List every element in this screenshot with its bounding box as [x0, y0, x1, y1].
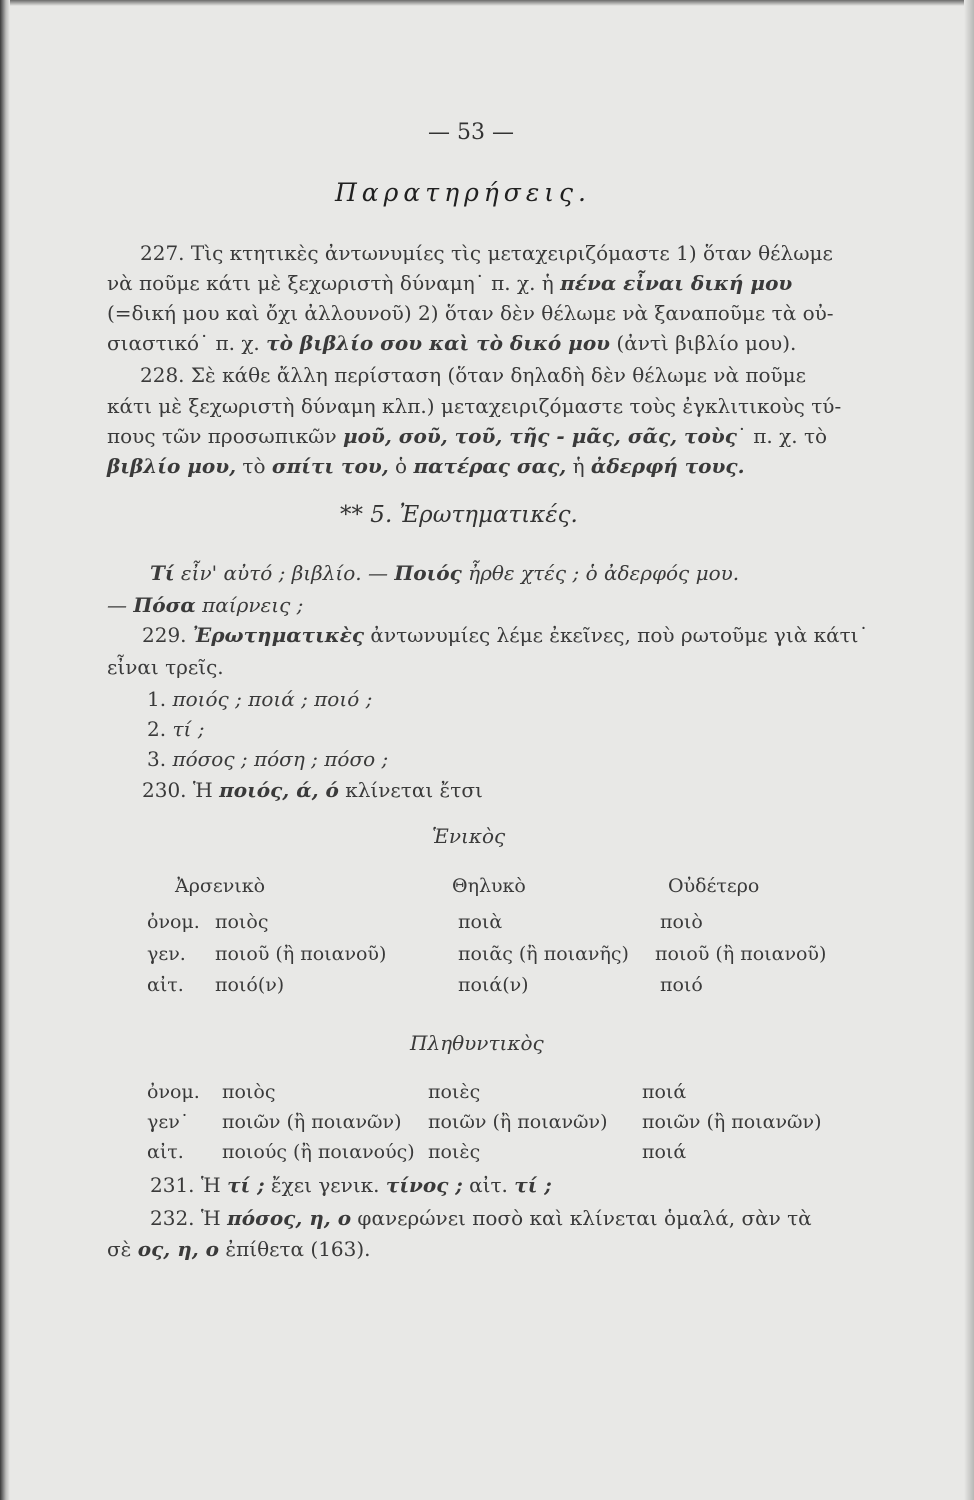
- p231-ti: τί ;: [227, 1173, 265, 1197]
- paragraph-231: [150, 1172, 552, 1198]
- form-masculine: ποιοῦ (ἢ ποιανοῦ): [215, 943, 387, 965]
- p227-l4-italic: τὸ βιβλίο σου καὶ τὸ δικό μου: [266, 331, 611, 355]
- p232-line-1: [150, 1205, 812, 1231]
- p232-forms: πόσος, η, ο: [227, 1206, 352, 1230]
- p227-line-1: 227. Τὶς κτητικὲς ἀντωνυμίες τὶς μεταχειριζόμαστε 1) ὅταν θέλωμε: [140, 241, 833, 265]
- p232-l2-forms: ος, η, ο: [137, 1237, 219, 1261]
- p227-l2-italic: πένα εἶναι δική μου: [560, 271, 793, 295]
- p227-l2-text: νὰ ποῦμε κάτι μὲ ξεχωριστὴ δύναμη˙ π. χ. ἡ: [107, 271, 561, 295]
- p229-term: Ἐρωτηματικὲς: [192, 623, 365, 647]
- ex-posa: Πόσα: [133, 593, 196, 617]
- p228-l4-g: ἀδερφή τους.: [590, 454, 745, 478]
- list-item: [147, 686, 372, 712]
- list-text: ποιός ; ποιά ; ποιό ;: [172, 687, 373, 711]
- p231-tinos: τίνος ;: [385, 1173, 463, 1197]
- form-masculine: ποιὸς: [215, 911, 269, 933]
- plural-title: Πληθυντικὸς: [410, 1031, 544, 1055]
- form-feminine: ποιᾶς (ἢ ποιανῆς): [458, 943, 629, 965]
- case-label: γεν.: [147, 943, 186, 965]
- section-heading-interrogatives: ** 5. Ἐρωτηματικές.: [340, 502, 578, 528]
- p228-line-1: 228. Σὲ κάθε ἄλλη περίσταση (ὅταν δηλαδὴ δὲν θέλωμε νὰ ποῦμε: [140, 363, 807, 387]
- p228-l4-e: πατέρας σας,: [413, 454, 567, 478]
- page-edge-right: [964, 0, 974, 1500]
- form-masculine: ποιό(ν): [215, 974, 285, 996]
- header-feminine: Θηλυκὸ: [452, 875, 526, 897]
- p231-ti-acc: τί ;: [514, 1173, 552, 1197]
- p229-line-1: [142, 622, 869, 648]
- case-label: ὀνομ.: [147, 911, 200, 933]
- p232-text: φανερώνει ποσὸ καὶ κλίνεται ὁμαλά, σὰν τὰ: [351, 1206, 812, 1230]
- list-num: 2.: [147, 717, 167, 741]
- p228-l4-d: ὁ: [388, 454, 414, 478]
- p228-l3-text: πους τῶν προσωπικῶν: [107, 424, 344, 448]
- form-neuter: ποιὸ: [660, 911, 703, 933]
- p228-l3-end: ˙ π. χ. τὸ: [736, 424, 828, 448]
- form-neuter: ποιῶν (ἢ ποιανῶν): [642, 1111, 822, 1133]
- form-feminine: ποιὲς: [428, 1081, 481, 1103]
- p232-l2-a: σὲ: [107, 1237, 138, 1261]
- form-masculine: ποιὸς: [222, 1081, 276, 1103]
- ex-ti: Τί: [150, 561, 175, 585]
- p228-l4-a: βιβλίο μου,: [107, 454, 237, 478]
- paragraph-230: [142, 777, 483, 803]
- form-neuter: ποιά: [642, 1141, 687, 1163]
- heading-observations: Παρατηρήσεις.: [335, 178, 591, 207]
- p232-num: 232. Ἡ: [150, 1206, 228, 1230]
- p230-text: κλίνεται ἔτσι: [338, 778, 483, 802]
- p228-l3-italic: μοῦ, σοῦ, τοῦ, τῆς - μᾶς, σᾶς, τοὺς: [343, 424, 737, 448]
- p230-forms: ποιός, ά, ό: [219, 778, 339, 802]
- page-edge-top: [0, 0, 974, 6]
- p227-l4-end: (ἀντὶ βιβλίο μου).: [610, 331, 797, 355]
- p227-line-3: (=δική μου καὶ ὄχι ἀλλουνοῦ) 2) ὅταν δὲν θέλωμε νὰ ξαναποῦμε τὰ οὐ-: [107, 301, 834, 325]
- form-feminine: ποιὰ: [458, 911, 503, 933]
- case-label: γεν˙: [147, 1111, 190, 1133]
- list-num: 3.: [147, 747, 167, 771]
- p230-num: 230. Ἡ: [142, 778, 220, 802]
- page-number: — 53 —: [428, 120, 514, 145]
- form-feminine: ποιά(ν): [458, 974, 529, 996]
- case-label: ὀνομ.: [147, 1081, 200, 1103]
- p229-text: ἀντωνυμίες λέμε ἐκεῖνες, ποὺ ρωτοῦμε γιὰ κάτι˙: [364, 623, 869, 647]
- p228-line-3: [107, 423, 827, 449]
- singular-title: Ἑνικὸς: [432, 824, 506, 848]
- form-masculine: ποιῶν (ἢ ποιανῶν): [222, 1111, 402, 1133]
- p232-line-2: [107, 1236, 371, 1262]
- ex-text-2: ἦρθε χτές ; ὁ ἀδερφός μου.: [461, 561, 740, 585]
- p227-line-4: [107, 330, 796, 356]
- list-text: πόσος ; πόση ; πόσο ;: [172, 747, 389, 771]
- form-feminine: ποιὲς: [428, 1141, 481, 1163]
- list-item: [147, 746, 388, 772]
- form-feminine: ποιῶν (ἢ ποιανῶν): [428, 1111, 608, 1133]
- p231-text-1: ἔχει γενικ.: [264, 1173, 386, 1197]
- header-masculine: Ἀρσενικὸ: [175, 875, 266, 897]
- case-label: αἰτ.: [147, 1141, 184, 1163]
- form-masculine: ποιούς (ἢ ποιανούς): [222, 1141, 415, 1163]
- examples-line-2: [107, 592, 303, 618]
- header-neuter: Οὐδέτερο: [668, 875, 760, 897]
- examples-line-1: [150, 560, 739, 586]
- form-neuter: ποιό: [660, 974, 703, 996]
- p227-l4-text: σιαστικό˙ π. χ.: [107, 331, 267, 355]
- form-neuter: ποιά: [642, 1081, 687, 1103]
- p228-l4-f: ἡ: [566, 454, 591, 478]
- p232-l2-text: ἐπίθετα (163).: [219, 1237, 371, 1261]
- p228-line-2: κάτι μὲ ξεχωριστὴ δύναμη κλπ.) μεταχειριζόμαστε τοὺς ἐγκλιτικοὺς τύ-: [107, 394, 842, 418]
- form-neuter: ποιοῦ (ἢ ποιανοῦ): [655, 943, 827, 965]
- ex-text-3: παίρνεις ;: [195, 593, 304, 617]
- list-num: 1.: [147, 687, 167, 711]
- ex-poios: Ποιός: [394, 561, 462, 585]
- p228-l4-b: τὸ: [236, 454, 272, 478]
- page-edge-left: [0, 0, 10, 1500]
- list-text: τί ;: [172, 717, 205, 741]
- list-item: [147, 716, 204, 742]
- p228-line-4: [107, 453, 745, 479]
- ex-text-1: εἶν' αὐτό ; βιβλίο. —: [174, 561, 395, 585]
- p231-num: 231. Ἡ: [150, 1173, 228, 1197]
- p231-text-2: αἰτ.: [462, 1173, 515, 1197]
- case-label: αἰτ.: [147, 974, 184, 996]
- p227-line-2: [107, 270, 792, 296]
- p229-num: 229.: [142, 623, 193, 647]
- p229-line-2: εἶναι τρεῖς.: [107, 655, 224, 679]
- ex-dash: —: [107, 593, 134, 617]
- p228-l4-c: σπίτι του,: [271, 454, 389, 478]
